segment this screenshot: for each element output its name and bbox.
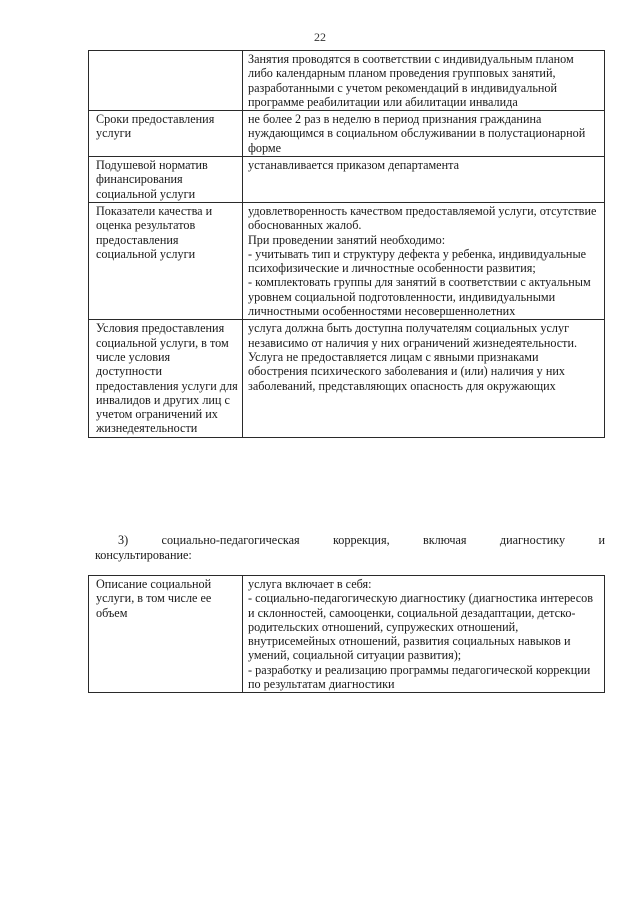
service-description-table (88, 575, 605, 693)
content-paragraph: услуга включает в себя: (248, 577, 372, 591)
table-row (89, 157, 605, 203)
row-label-cell: Показатели качества и оценка результатов предоставления социальной услуги (89, 202, 243, 319)
content-paragraph: - учитывать тип и структуру дефекта у ребенка, индивидуальные психофизические и личностные особенности развития; (248, 246, 587, 276)
row-content-cell (243, 576, 605, 693)
row-content-cell (243, 202, 605, 319)
row-label-cell (89, 51, 243, 111)
content-paragraph: Занятия проводятся в соответствии с индивидуальным планом либо календарным планом проведения групповых занятий, разработанными с учетом рекомендаций в индивидуальной программе реабилитации или абилитации инвалида (248, 52, 574, 109)
content-paragraph: удовлетворенность качеством предоставляемой услуги, отсутствие обоснованных жалоб. (248, 203, 597, 233)
section-heading (95, 533, 605, 563)
content-paragraph: устанавливается приказом департамента (248, 158, 460, 173)
row-content-cell (243, 157, 605, 203)
row-content-cell (243, 111, 605, 157)
table-row (89, 576, 605, 693)
table-row (89, 111, 605, 157)
row-content-cell (243, 51, 605, 111)
service-standard-table-part (88, 50, 605, 438)
row-label-cell: Подушевой норматив финансирования социальной услуги (89, 157, 243, 203)
content-paragraph: Услуга не предоставляется лицам с явными признаками обострения психического заболевания и (или) наличия у них заболеваний, представляющих опасность для окружающих (248, 349, 565, 393)
table-row (89, 320, 605, 437)
content-paragraph: - разработку и реализацию программы педагогической коррекции по результатам диагностики (248, 662, 591, 692)
content-paragraph: услуга должна быть доступна получателям социальных услуг независимо от наличия у них ограничений жизнедеятельности. (248, 321, 578, 350)
content-paragraph: При проведении занятий необходимо: (248, 232, 446, 247)
section-heading-line: 3) социально-педагогическая коррекция, включая диагностику и (118, 533, 605, 547)
content-paragraph: не более 2 раз в неделю в период признания гражданина нуждающимся в социальном обслуживании в полустационарной форме (248, 112, 586, 155)
row-label-cell: Сроки предоставления услуги (89, 111, 243, 157)
content-paragraph: - социально-педагогическую диагностику (диагностика интересов и склонностей, самооценки, социальной дезадаптации, детско-родительских отношений, супружеских отношений, внутрисемейных отношений, развития социальных навыков и умений, социальной ситуации развития); (248, 591, 594, 663)
section-heading-line: консультирование: (95, 548, 192, 562)
row-label-cell: Условия предоставления социальной услуги, в том числе условия доступности предоставления услуги для инвалидов и других лиц с учетом ограничений их жизнедеятельности (89, 320, 243, 437)
content-paragraph: - комплектовать группы для занятий в соответствии с актуальным уровнем социальной подготовленности, индивидуальными личностными особенностями несовершеннолетних (248, 275, 591, 319)
row-content-cell (243, 320, 605, 437)
table-row (89, 51, 605, 111)
table-row (89, 202, 605, 319)
page-number: 22 (314, 30, 326, 44)
row-label-cell: Описание социальной услуги, в том числе ее объем (89, 576, 243, 693)
